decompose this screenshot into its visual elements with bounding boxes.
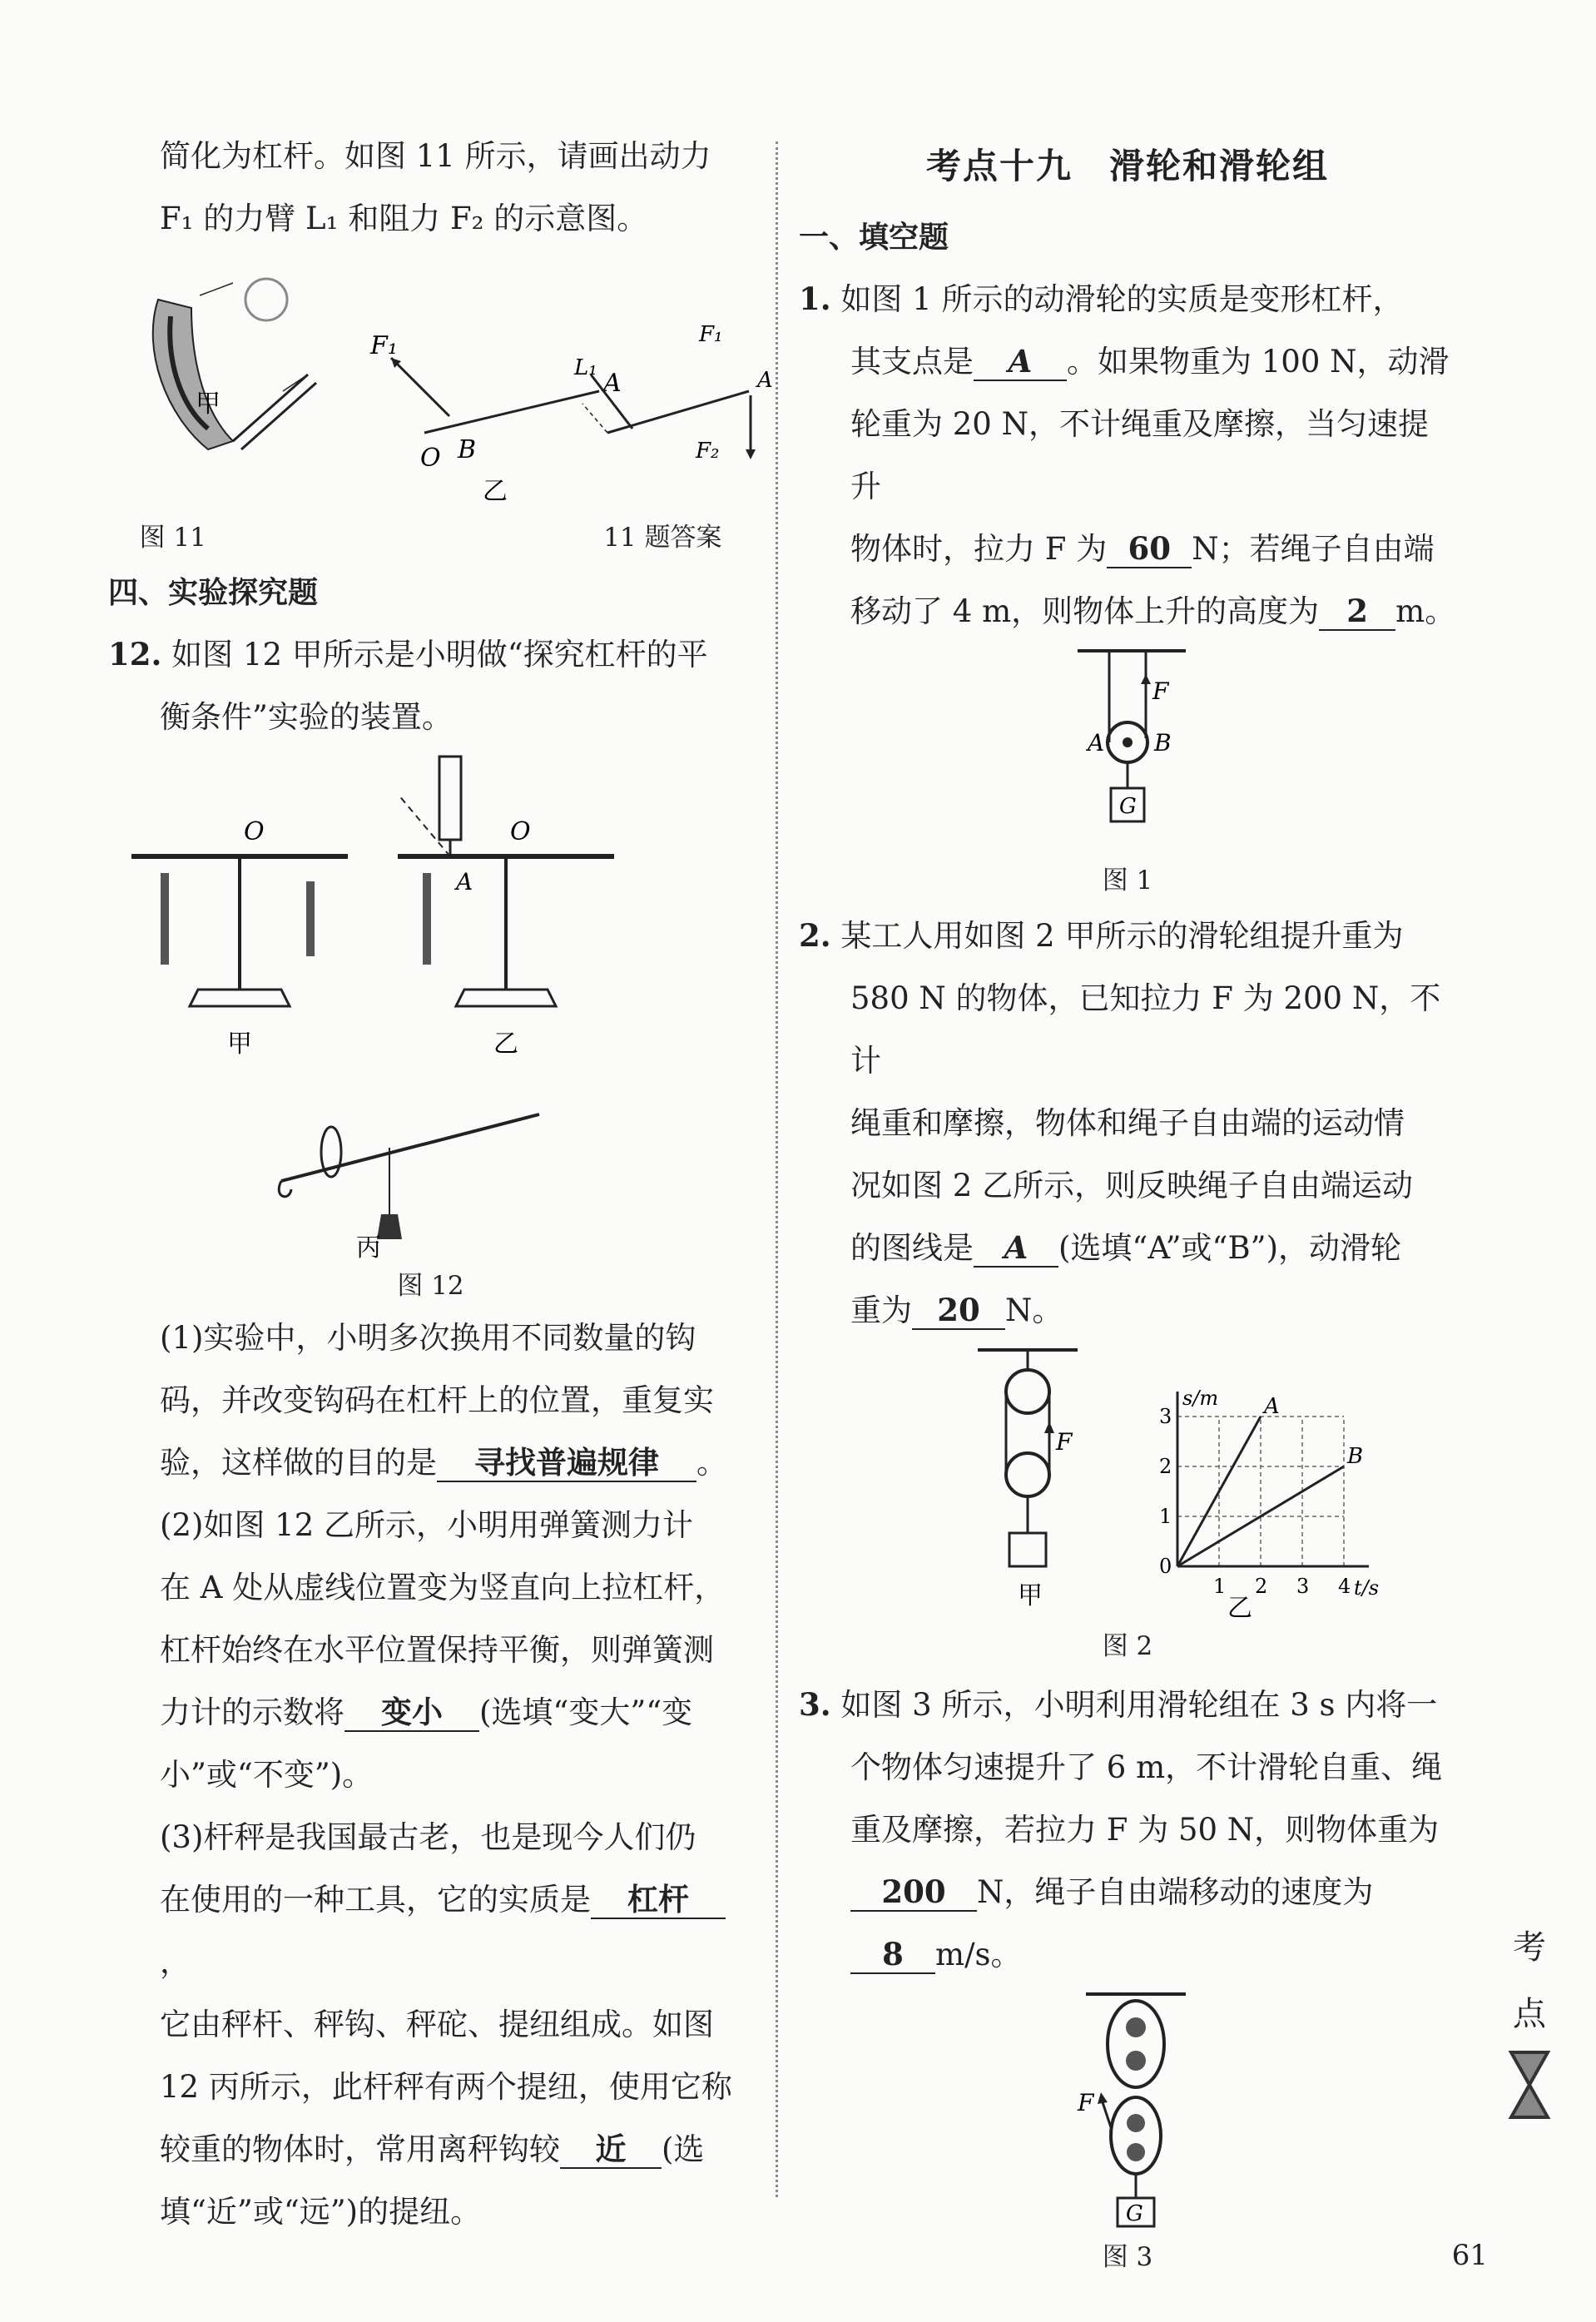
section-4-heading: 四、实验探究题 bbox=[108, 576, 319, 610]
fig12-yi: 乙 bbox=[493, 1030, 518, 1059]
q12-1-line1: (1)实验中，小明多次换用不同数量的钩 bbox=[160, 1320, 696, 1356]
q12-3-line1: (3)杆秤是我国最古老，也是现今人们仍 bbox=[160, 1819, 696, 1855]
spring-scale bbox=[439, 757, 461, 840]
q12-stem-line1: 12. 如图 12 甲所示是小明做“探究杠杆的平 bbox=[108, 636, 708, 672]
q1-answer3: 2 bbox=[1319, 593, 1395, 631]
fig2-yi: 乙 bbox=[1227, 1594, 1252, 1623]
fig12-jia: 甲 bbox=[226, 1030, 252, 1059]
fig2-jia: 甲 bbox=[1018, 1581, 1043, 1610]
q11-continuation-line2: F₁ 的力臂 L₁ 和阻力 F₂ 的示意图。 bbox=[160, 201, 648, 236]
q2-answer2: 20 bbox=[912, 1292, 1005, 1330]
figure-11 bbox=[108, 250, 773, 516]
section-1-heading: 一、填空题 bbox=[799, 221, 949, 255]
q3-line5: 8 m/s。 bbox=[799, 1923, 1456, 1986]
fig12-jia-O: O bbox=[243, 817, 265, 846]
hourglass-icon bbox=[1504, 2047, 1554, 2122]
ans-L1: L₁ bbox=[574, 355, 597, 380]
fig11-F1: F₁ bbox=[370, 331, 398, 360]
fig12-yi-O: O bbox=[509, 817, 531, 846]
q12-3-line5: 较重的物体时，常用离秤钩较 近 (选 bbox=[160, 2131, 705, 2167]
fig11-yi: 乙 bbox=[483, 477, 508, 506]
q12-stem-line2: 衡条件”实验的装置。 bbox=[160, 699, 453, 735]
arm-bone-shape bbox=[153, 300, 233, 449]
q2-number: 2. bbox=[799, 917, 831, 954]
topic-title: 考点十九 滑轮和滑轮组 bbox=[925, 146, 1329, 186]
fig11-caption: 图 11 bbox=[139, 523, 206, 553]
q3-number: 3. bbox=[799, 1686, 831, 1723]
side-tab: 考 点 bbox=[1488, 1914, 1571, 2145]
q12-3-line2: 在使用的一种工具，它的实质是 杠杆， bbox=[108, 1868, 753, 1993]
column-divider bbox=[776, 141, 778, 2197]
figure-1 bbox=[1044, 643, 1211, 859]
q12-2-line5: 小”或“不变”)。 bbox=[160, 1757, 374, 1793]
fig1-A: A bbox=[1088, 729, 1105, 757]
y-tick-label: 0 bbox=[1159, 1555, 1172, 1578]
q12-number: 12. bbox=[108, 636, 162, 672]
right-column bbox=[799, 125, 1456, 2273]
q3-line1: 3. 如图 3 所示，小明利用滑轮组在 3 s 内将一 bbox=[799, 1686, 1438, 1723]
y-tick-label: 1 bbox=[1159, 1505, 1172, 1528]
figure-12 bbox=[115, 748, 747, 1264]
q12-3-answer2: 近 bbox=[560, 2131, 662, 2169]
jia-weights-right bbox=[306, 881, 315, 956]
fig1-caption: 图 1 bbox=[1102, 866, 1153, 896]
fig12-caption: 图 12 bbox=[397, 1271, 464, 1301]
series-label-B: B bbox=[1347, 1444, 1364, 1469]
q1-line4: 物体时，拉力 F 为 60 N；若绳子自由端 bbox=[850, 530, 1435, 567]
fixed-pulley bbox=[1006, 1370, 1049, 1413]
q12-1-line2: 码，并改变钩码在杠杆上的位置，重复实 bbox=[160, 1382, 714, 1418]
fig1-B: B bbox=[1154, 729, 1172, 757]
fig1-G: G bbox=[1119, 794, 1137, 819]
q3-answer2: 8 bbox=[850, 1936, 935, 1974]
left-column bbox=[108, 125, 773, 2243]
q1-line5: 移动了 4 m，则物体上升的高度为 2 m。 bbox=[850, 593, 1456, 629]
y-axis-label: s/m bbox=[1182, 1387, 1219, 1410]
answer-lever bbox=[607, 391, 749, 433]
fig1-F: F bbox=[1152, 677, 1169, 705]
q1-answer1: A bbox=[974, 343, 1067, 381]
fig11-A: A bbox=[603, 369, 622, 398]
fig11-jia: 甲 bbox=[196, 389, 221, 419]
jia-weights-left bbox=[161, 873, 169, 965]
q2-line1: 2. 某工人用如图 2 甲所示的滑轮组提升重为 bbox=[799, 917, 1404, 954]
q2-line4: 况如图 2 乙所示，则反映绳子自由端运动 bbox=[850, 1168, 1414, 1203]
figure-2-drawing bbox=[861, 1342, 1394, 1625]
q2-line5: 的图线是 A (选填“A”或“B”)，动滑轮 bbox=[850, 1229, 1402, 1266]
q3-answer1: 200 bbox=[850, 1873, 977, 1912]
q2-line3: 绳重和摩擦，物体和绳子自由端的运动情 bbox=[850, 1105, 1405, 1141]
q12-2-line1: (2)如图 12 乙所示，小明用弹簧测力计 bbox=[160, 1507, 694, 1543]
fig2-F: F bbox=[1056, 1428, 1073, 1456]
q2-line2: 580 N 的物体，已知拉力 F 为 200 N，不计 bbox=[850, 980, 1441, 1079]
x-tick-label: 3 bbox=[1296, 1575, 1310, 1598]
x-tick-label: 2 bbox=[1255, 1575, 1268, 1598]
q12-3-line3: 它由秤杆、秤钩、秤砣、提纽组成。如图 bbox=[160, 2007, 714, 2042]
q1-line3: 轮重为 20 N，不计绳重及摩擦，当匀速提升 bbox=[850, 406, 1429, 504]
q12-2-answer: 变小 bbox=[344, 1694, 479, 1732]
fig11-answer-caption: 11 题答案 bbox=[603, 523, 722, 553]
movable-pulley bbox=[1006, 1453, 1049, 1496]
y-tick-label: 3 bbox=[1159, 1405, 1172, 1428]
ans-F2: F₂ bbox=[696, 439, 720, 464]
st-chart bbox=[1159, 1387, 1379, 1600]
q2-answer1: A bbox=[974, 1229, 1058, 1268]
series-label-A: A bbox=[1264, 1394, 1280, 1419]
lower-pulley-block bbox=[1111, 2097, 1161, 2174]
q1-answer2: 60 bbox=[1107, 530, 1192, 568]
lever-line bbox=[424, 391, 599, 433]
q3-line4: 200 N，绳子自由端移动的速度为 bbox=[799, 1861, 1456, 1923]
q12-2-line4: 力计的示数将 变小 (选填“变大”“变 bbox=[160, 1694, 693, 1730]
y-tick-label: 2 bbox=[1159, 1455, 1172, 1478]
q3-line2: 个物体匀速提升了 6 m，不计滑轮自重、绳 bbox=[850, 1749, 1443, 1785]
ans-A: A bbox=[757, 368, 773, 393]
q1-line2: 其支点是 A 。如果物重为 100 N，动滑 bbox=[850, 343, 1450, 380]
q11-continuation-line1: 简化为杠杆。如图 11 所示，请画出动力 bbox=[160, 138, 711, 174]
ans-F1: F₁ bbox=[699, 322, 723, 347]
fist bbox=[245, 279, 287, 320]
steelyard-beam bbox=[281, 1114, 539, 1181]
fig3-caption: 图 3 bbox=[1102, 2242, 1153, 2272]
x-tick-label: 4 bbox=[1338, 1575, 1351, 1598]
q12-3-line6: 填“近”或“远”)的提纽。 bbox=[160, 2194, 482, 2230]
q12-3-line4: 12 丙所示，此杆秤有两个提纽，使用它称 bbox=[160, 2069, 732, 2105]
q2-line6: 重为 20 N。 bbox=[850, 1292, 1063, 1328]
figure-2 bbox=[861, 1342, 1394, 1625]
fig3-G: G bbox=[1126, 2201, 1143, 2226]
fig3-F: F bbox=[1078, 2089, 1094, 2116]
forearm bbox=[233, 375, 316, 449]
fig12-bing: 丙 bbox=[355, 1233, 381, 1263]
q1-line1: 1. 如图 1 所示的动滑轮的实质是变形杠杆， bbox=[799, 280, 1404, 317]
figure-12-drawing bbox=[115, 748, 747, 1264]
x-axis-label: t/s bbox=[1354, 1576, 1380, 1600]
upper-pulley-block bbox=[1108, 2001, 1164, 2087]
figure-1-drawing bbox=[1044, 643, 1211, 859]
q12-1-answer: 寻找普遍规律 bbox=[437, 1444, 696, 1482]
figure-11-drawing bbox=[108, 250, 773, 516]
q1-number: 1. bbox=[799, 280, 831, 317]
fig11-B: B bbox=[458, 435, 477, 464]
q12-2-line3: 杠杆始终在水平位置保持平衡，则弹簧测 bbox=[160, 1632, 714, 1668]
x-tick-label: 1 bbox=[1213, 1575, 1227, 1598]
load-block bbox=[1009, 1533, 1046, 1566]
page-number: 61 bbox=[1451, 2239, 1488, 2272]
q12-3-answer1: 杠杆 bbox=[591, 1881, 726, 1919]
q12-1-line3: 验，这样做的目的是 寻找普遍规律 。 bbox=[160, 1444, 727, 1481]
figure-3-drawing bbox=[1036, 1986, 1219, 2235]
f1-arrow bbox=[391, 358, 449, 416]
q3-line3: 重及摩擦，若拉力 F 为 50 N，则物体重为 bbox=[850, 1812, 1440, 1848]
q12-2-line2: 在 A 处从虚线位置变为竖直向上拉杠杆， bbox=[160, 1570, 726, 1605]
figure-3 bbox=[1036, 1986, 1219, 2235]
fig11-O: O bbox=[420, 444, 441, 473]
fig2-caption: 图 2 bbox=[1102, 1631, 1153, 1661]
fig12-yi-A: A bbox=[455, 868, 473, 896]
